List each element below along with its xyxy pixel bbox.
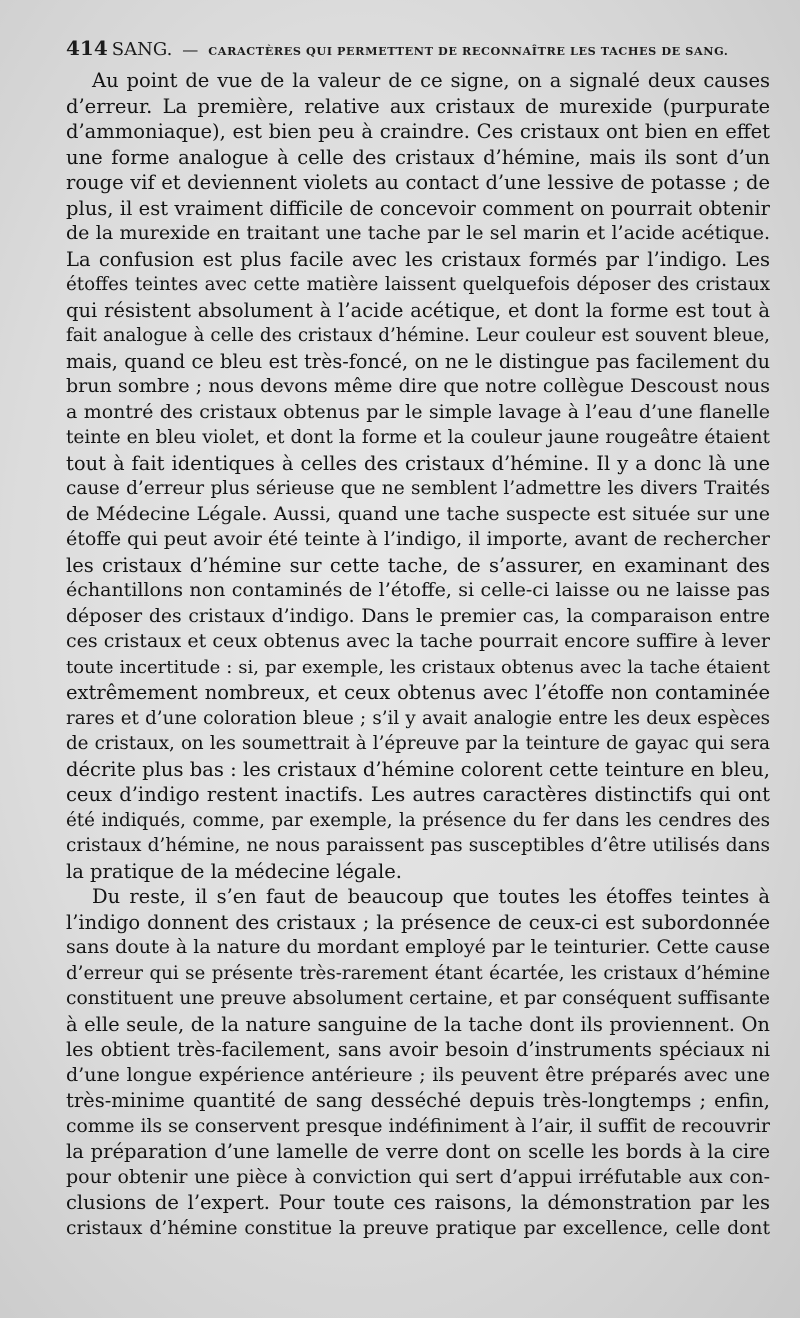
section-name: SANG. [111,39,173,60]
text-line: d’erreur qui se présente très-rarement étant écartée, les cristaux d’hémine [66,962,770,984]
text-line: ceux d’indigo restent inactifs. Les autres caractères distinctifs qui ont [66,783,770,806]
text-line: toute incertitude : si, par exemple, les cristaux obtenus avec la tache étaient [66,656,770,678]
text-line: teinte en bleu violet, et dont la forme et la couleur jaune rougeâtre étaient [66,427,770,448]
text-line: étoffes teintes avec cette matière laissent quelquefois déposer des cristaux [66,274,770,295]
text-line: échantillons non contaminés de l’étoffe, si celle-ci laisse ou ne laisse pas [66,579,770,601]
text-line: constituent une preuve absolument certaine, et par conséquent suffisante [66,988,770,1009]
text-line: cristaux d’hémine, ne nous paraissent pas susceptibles d’être utilisés dans [66,835,770,856]
text-line: d’une longue expérience antérieure ; ils peuvent être préparés avec une [66,1063,770,1086]
running-header [66,36,770,60]
text-line: mais, quand ce bleu est très-foncé, on ne le distingue pas facilement du [66,349,770,373]
text-line: sans doute à la nature du mordant employé par le teinturier. Cette cause [66,936,770,958]
text-line: La confusion est plus facile avec les cristaux formés par l’indigo. Les [66,247,770,271]
text-line: décrite plus bas : les cristaux d’hémine colorent cette teinture en bleu, [66,757,770,781]
text-line: à elle seule, de la nature sanguine de la tache dont ils proviennent. On [66,1012,770,1036]
text-line: d’ammoniaque), est bien peu à craindre. Ces cristaux ont bien en effet [66,120,770,143]
text-line: clusions de l’expert. Pour toute ces raisons, la démonstration par les [66,1191,770,1214]
text-line: pour obtenir une pièce à conviction qui sert d’appui irréfutable aux con- [66,1165,770,1188]
text-line: de Médecine Légale. Aussi, quand une tache suspecte est située sur une [66,502,770,525]
text-line: a montré des cristaux obtenus par le simple lavage à l’eau d’une flanelle [66,400,770,423]
header-dash: — [182,40,199,59]
text-line: une forme analogue à celle des cristaux d’hémine, mais ils sont d’un [66,145,770,169]
text-line: extrêmement nombreux, et ceux obtenus avec l’étoffe non contaminée [66,681,770,704]
text-line: cause d’erreur plus sérieuse que ne semblent l’admettre les divers Traités [66,478,770,499]
text-line: la préparation d’une lamelle de verre dont on scelle les bords à la cire [66,1140,770,1163]
page-number: 414 [66,36,108,60]
text-line: la pratique de la médecine légale. [66,859,402,883]
text-line: ces cristaux et ceux obtenus avec la tache pourrait encore suffire à lever [66,630,770,652]
text-line: de cristaux, on les soumettrait à l’épreuve par la teinture de gayac qui sera [66,733,770,754]
text-line: cristaux d’hémine constitue la preuve pratique par excellence, celle dont [66,1217,770,1239]
text-line: Au point de vue de la valeur de ce signe, on a signalé deux causes [92,69,770,92]
text-line: rares et d’une coloration bleue ; s’il y avait analogie entre les deux espèces [66,707,770,729]
text-line: qui résistent absolument à l’acide acétique, et dont la forme est tout à [66,298,770,322]
running-title: CARACTÈRES QUI PERMETTENT DE RECONNAÎTRE LES TACHES DE SANG. [208,44,729,58]
text-line: brun sombre ; nous devons même dire que notre collègue Descoust nous [66,375,770,397]
body-text [66,68,770,1241]
text-line: de la murexide en traitant une tache par le sel marin et l’acide acétique. [66,222,770,244]
text-line: très-minime quantité de sang desséché depuis très-longtemps ; enfin, [66,1089,770,1112]
text-line: l’indigo donnent des cristaux ; la présence de ceux-ci est subordonnée [66,910,770,934]
text-line: d’erreur. La première, relative aux cristaux de murexide (purpurate [66,94,770,118]
text-line: tout à fait identiques à celles des cristaux d’hémine. Il y a donc là une [66,451,770,475]
text-line: déposer des cristaux d’indigo. Dans le premier cas, la comparaison entre [66,605,770,627]
text-line: été indiqués, comme, par exemple, la présence du fer dans les cendres des [66,809,770,831]
text-line: rouge vif et deviennent violets au contact d’une lessive de potasse ; de [66,171,770,194]
text-line: comme ils se conservent presque indéfiniment à l’air, il suffit de recouvrir [66,1115,770,1137]
text-line: les cristaux d’hémine sur cette tache, de s’assurer, en examinant des [66,553,770,577]
text-line: étoffe qui peut avoir été teinte à l’indigo, il importe, avant de rechercher [66,528,770,550]
text-line: Du reste, il s’en faut de beaucoup que toutes les étoffes teintes à [92,885,770,908]
text-line: les obtient très-facilement, sans avoir besoin d’instruments spéciaux ni [66,1038,770,1061]
text-line: fait analogue à celle des cristaux d’hémine. Leur couleur est souvent bleue, [66,325,770,346]
text-line: plus, il est vraiment difficile de concevoir comment on pourrait obtenir [66,196,770,220]
